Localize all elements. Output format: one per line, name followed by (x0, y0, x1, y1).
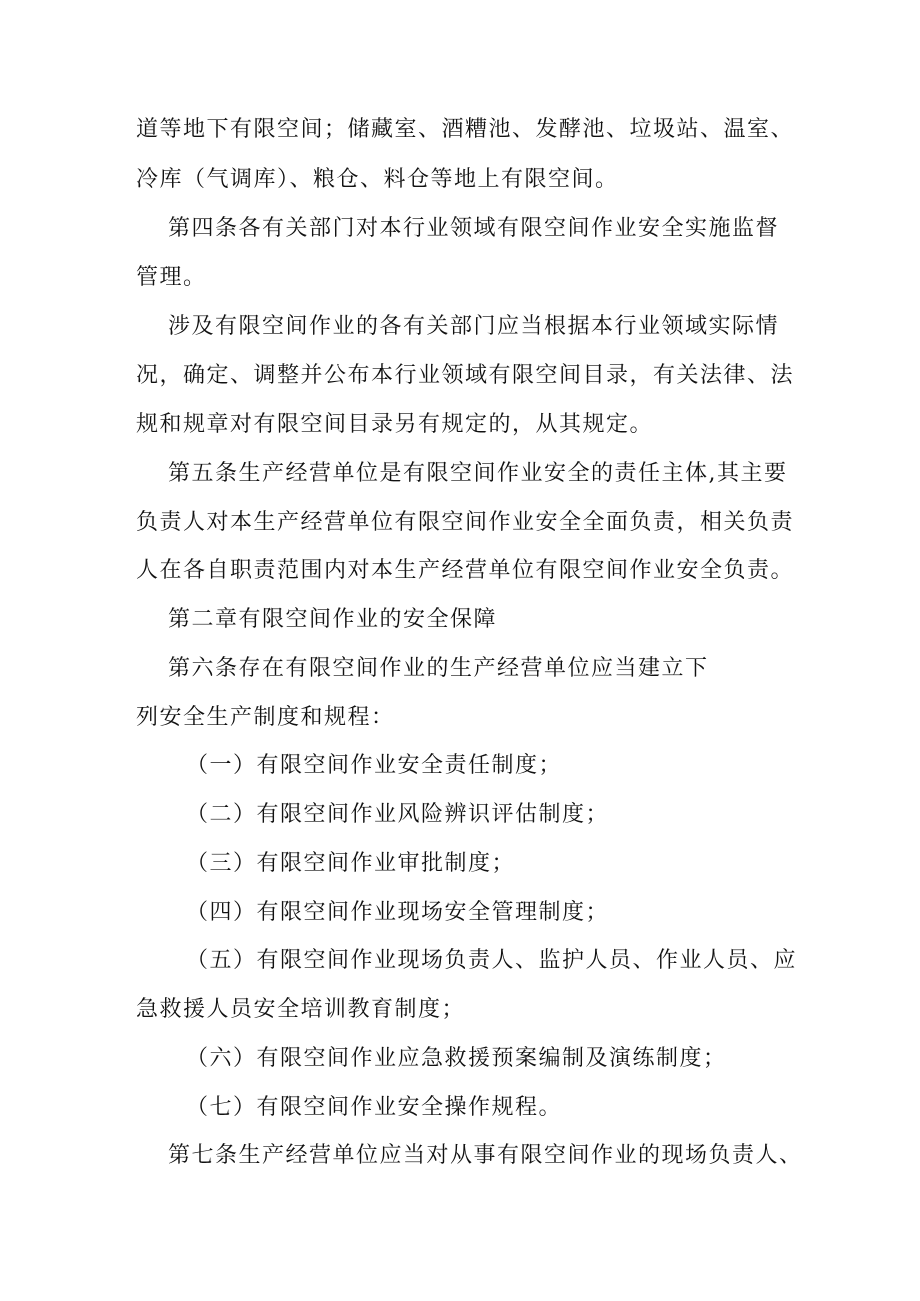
text-line-22: 第七条生产经营单位应当对从事有限空间作业的现场负责人、 (168, 1143, 803, 1168)
list-item-1: （一）有限空间作业安全责任制度； (186, 753, 563, 778)
text-line-7: 规和规章对有限空间目录另有规定的，从其规定。 (136, 412, 654, 437)
text-line-12: 第六条存在有限空间作业的生产经营单位应当建立下 (168, 656, 709, 681)
text-line-5: 涉及有限空间作业的各有关部门应当根据本行业领域实际情 (168, 314, 780, 339)
list-item-5: （五）有限空间作业现场负责人、监护人员、作业人员、应 (186, 948, 798, 973)
text-line-4: 管理。 (136, 265, 207, 290)
chapter-heading: 第二章有限空间作业的安全保障 (168, 607, 498, 632)
list-item-6: （六）有限空间作业应急救援预案编制及演练制度； (186, 1046, 727, 1071)
text-line-1: 道等地下有限空间；储藏室、酒糟池、发酵池、垃圾站、温室、 (136, 117, 795, 142)
list-item-4: （四）有限空间作业现场安全管理制度； (186, 900, 610, 925)
text-line-13: 列安全生产制度和规程： (136, 705, 395, 730)
text-line-9: 负责人对本生产经营单位有限空间作业安全全面负责，相关负责 (136, 510, 795, 535)
list-item-5-continued: 急救援人员安全培训教育制度； (136, 997, 466, 1022)
text-line-10: 人在各自职责范围内对本生产经营单位有限空间作业安全负责。 (136, 558, 795, 583)
text-line-3: 第四条各有关部门对本行业领域有限空间作业安全实施监督 (168, 216, 780, 241)
text-line-2: 冷库（气调库）、粮仓、料仓等地上有限空间。 (136, 167, 619, 192)
list-item-2: （二）有限空间作业风险辨识评估制度； (186, 802, 610, 827)
list-item-7: （七）有限空间作业安全操作规程。 (186, 1095, 563, 1120)
text-line-6: 况，确定、调整并公布本行业领域有限空间目录，有关法律、法 (136, 363, 795, 388)
text-line-8: 第五条生产经营单位是有限空间作业安全的责任主体,其主要 (168, 461, 788, 486)
list-item-3: （三）有限空间作业审批制度； (186, 851, 516, 876)
